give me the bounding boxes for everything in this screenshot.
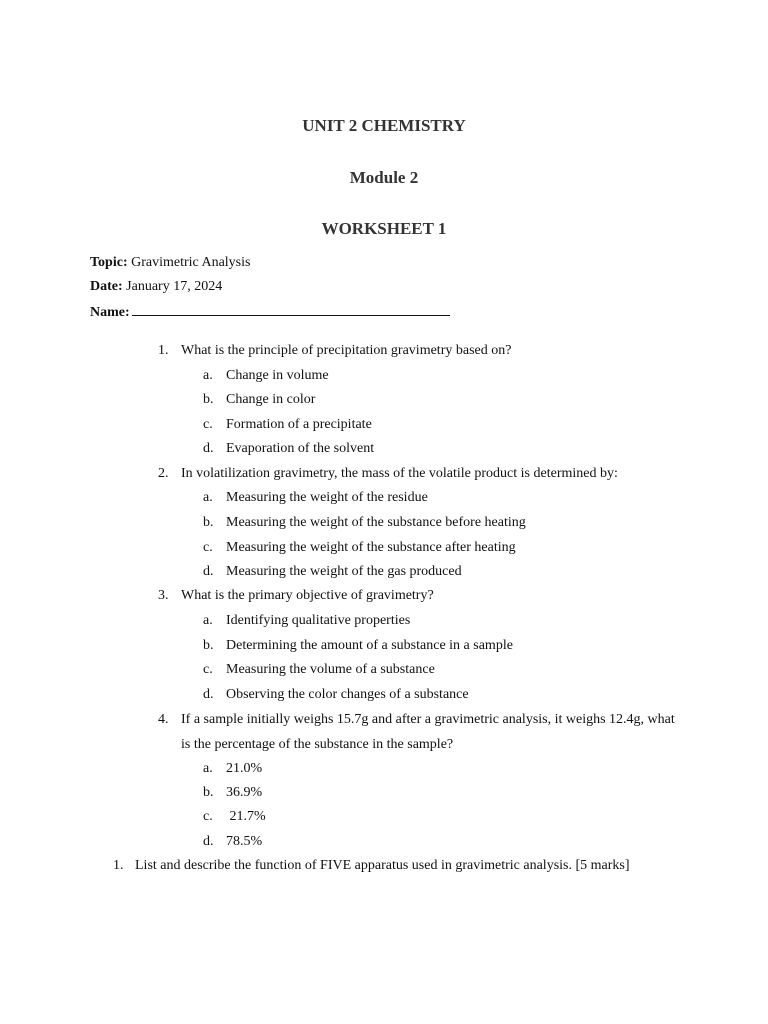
name-blank[interactable] xyxy=(132,303,450,316)
option-text: Measuring the weight of the substance after heating xyxy=(226,540,516,555)
question-4 xyxy=(158,712,718,732)
option-text: Evaporation of the solvent xyxy=(226,441,375,456)
option-letter: c. xyxy=(203,809,213,824)
date-line xyxy=(90,279,222,295)
option-text: Identifying qualitative properties xyxy=(226,613,411,628)
option-letter: a. xyxy=(203,761,213,776)
option-text: Determining the amount of a substance in a sample xyxy=(226,638,513,653)
name-line xyxy=(90,303,450,321)
document-title: UNIT 2 CHEMISTRY xyxy=(302,116,466,135)
option-letter: c. xyxy=(203,417,213,432)
option-letter: b. xyxy=(203,515,214,530)
option-letter: d. xyxy=(203,834,214,849)
question-1 xyxy=(158,343,718,363)
date-value: January 17, 2024 xyxy=(126,279,223,294)
option-text: 36.9% xyxy=(226,785,263,800)
option-letter: d. xyxy=(203,687,214,702)
question-3 xyxy=(158,588,718,608)
option-text: Measuring the weight of the residue xyxy=(226,490,428,505)
option-letter: b. xyxy=(203,392,214,407)
option-text: Measuring the weight of the substance before heating xyxy=(226,515,526,530)
option-letter: a. xyxy=(203,368,213,383)
option-text: Measuring the weight of the gas produced xyxy=(226,564,462,579)
topic-line xyxy=(90,255,250,271)
question-number: 1. xyxy=(113,858,124,873)
question-text-line-2: is the percentage of the substance in the sample? xyxy=(181,737,454,752)
question-number: 2. xyxy=(158,466,169,481)
date-label: Date: xyxy=(90,279,123,294)
worksheet-heading: WORKSHEET 1 xyxy=(321,219,447,238)
option-letter: d. xyxy=(203,441,214,456)
topic-value: Gravimetric Analysis xyxy=(131,255,251,270)
option-text: Measuring the volume of a substance xyxy=(226,662,435,677)
option-letter: b. xyxy=(203,785,214,800)
option-letter: b. xyxy=(203,638,214,653)
option-letter: a. xyxy=(203,613,213,628)
option-text: 78.5% xyxy=(226,834,263,849)
structured-question-1 xyxy=(113,858,713,878)
option-text: Observing the color changes of a substance xyxy=(226,687,469,702)
question-text: In volatilization gravimetry, the mass of the volatile product is determined by: xyxy=(181,466,618,481)
question-number: 3. xyxy=(158,588,169,603)
question-2 xyxy=(158,466,718,486)
question-text: What is the principle of precipitation gravimetry based on? xyxy=(181,343,512,358)
question-number: 1. xyxy=(158,343,169,358)
question-number: 4. xyxy=(158,712,169,727)
option-text: Formation of a precipitate xyxy=(226,417,372,432)
option-letter: d. xyxy=(203,564,214,579)
topic-label: Topic: xyxy=(90,255,128,270)
option-text: Change in color xyxy=(226,392,316,407)
name-label: Name: xyxy=(90,305,130,320)
option-letter: a. xyxy=(203,490,213,505)
option-letter: c. xyxy=(203,540,213,555)
question-text: What is the primary objective of gravimetry? xyxy=(181,588,434,603)
option-letter: c. xyxy=(203,662,213,677)
option-text: 21.7% xyxy=(226,809,266,824)
option-text: Change in volume xyxy=(226,368,329,383)
question-4-continued xyxy=(181,737,453,753)
option-text: 21.0% xyxy=(226,761,263,776)
question-text-line-1: If a sample initially weighs 15.7g and after a gravimetric analysis, it weighs 12.4g, what xyxy=(181,712,675,727)
module-heading: Module 2 xyxy=(349,168,419,187)
question-text: List and describe the function of FIVE apparatus used in gravimetric analysis. [5 marks] xyxy=(135,858,630,873)
